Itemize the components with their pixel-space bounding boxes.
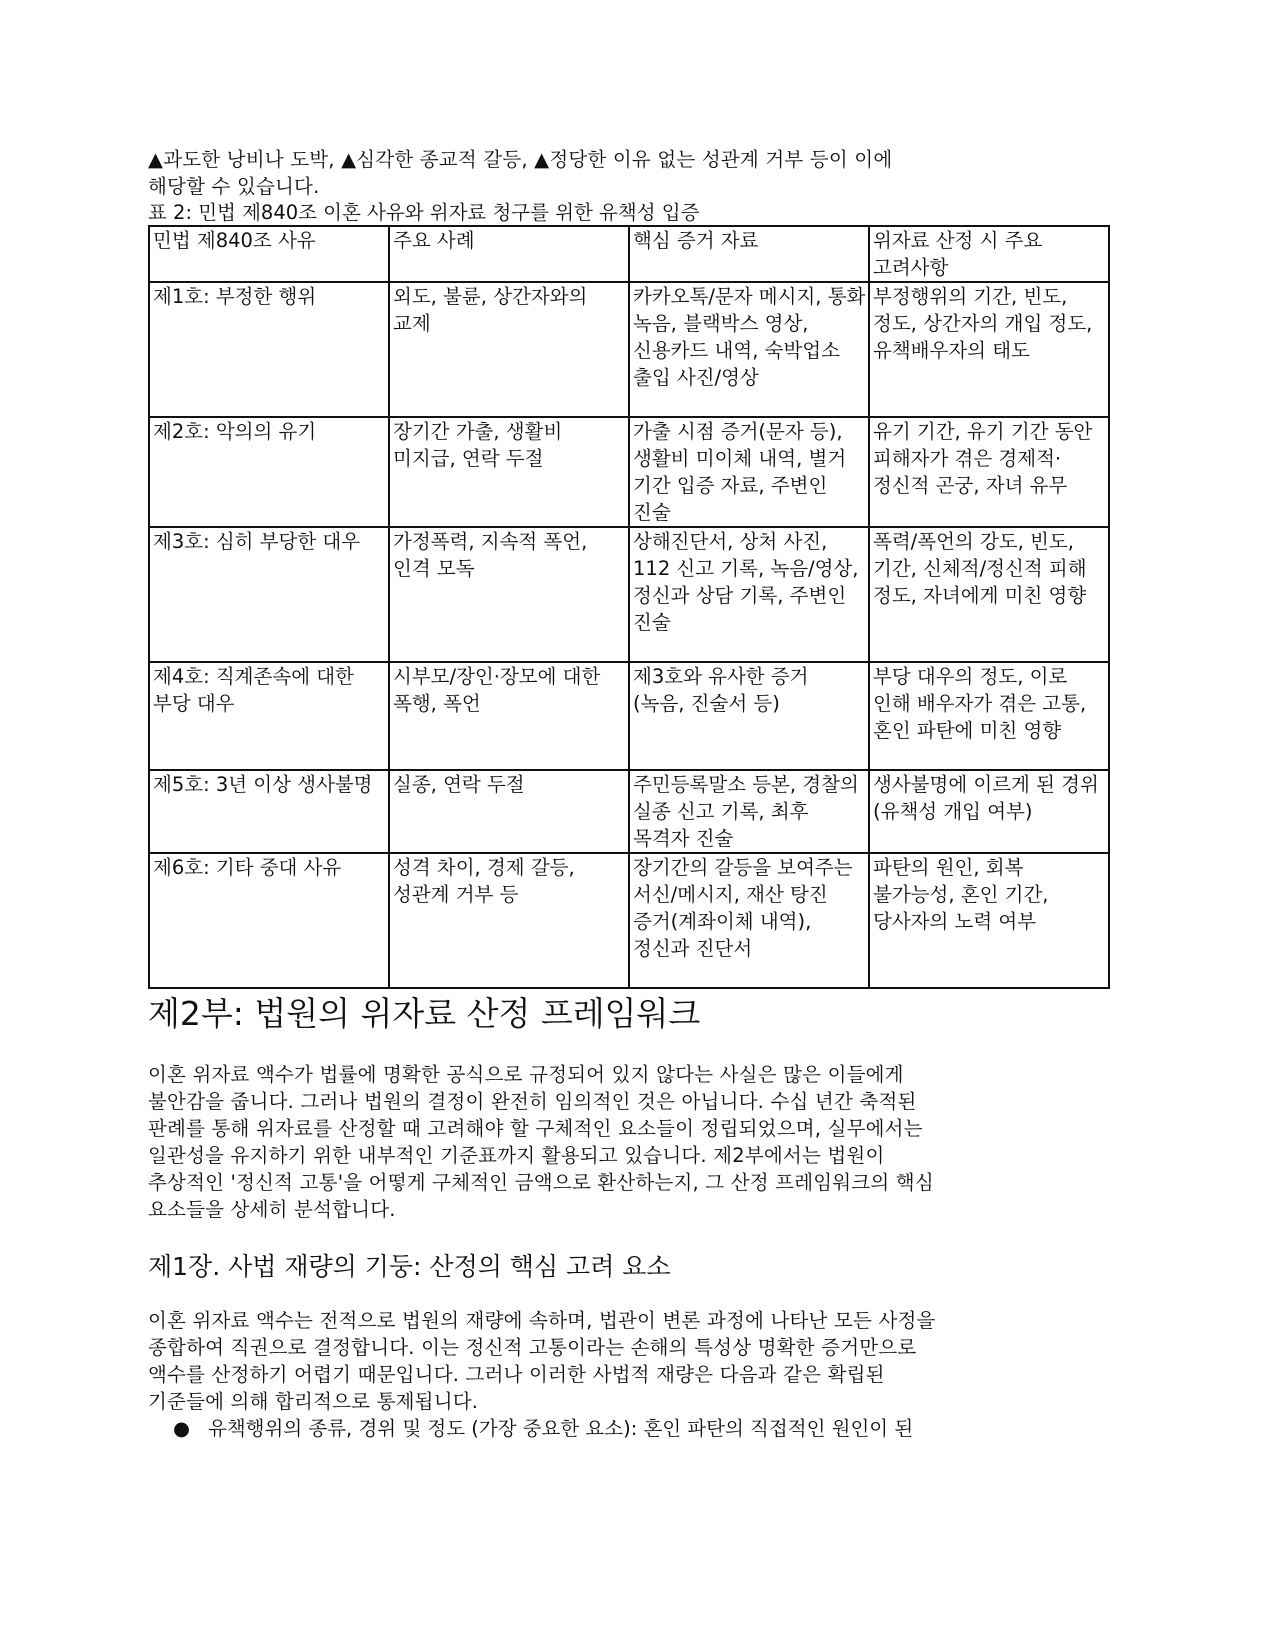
part2-paragraph-line: 일관성을 유지하기 위한 내부적인 기준표까지 활용되고 있습니다. 제2부에서는 법원이 bbox=[148, 1144, 885, 1167]
table-cell: 카카오톡/문자 메시지, 통화 녹음, 블랙박스 영상, 신용카드 내역, 숙박업소 출입 사진/영상 bbox=[629, 282, 869, 417]
table-header-row bbox=[149, 226, 1109, 282]
table-cell: 부당 대우의 정도, 이로 인해 배우자가 겪은 고통, 혼인 파탄에 미친 영향 bbox=[869, 662, 1109, 770]
table-cell: 제3호와 유사한 증거 (녹음, 진술서 등) bbox=[629, 662, 869, 770]
chapter1-paragraph-line: 종합하여 직권으로 결정합니다. 이는 정신적 고통이라는 손해의 특성상 명확한 증거만으로 bbox=[148, 1336, 917, 1359]
table-cell: 시부모/장인·장모에 대한 폭행, 폭언 bbox=[389, 662, 629, 770]
intro-line-1: ▲과도한 낭비나 도박, ▲심각한 종교적 갈등, ▲정당한 이유 없는 성관계 거부 등이 이에 bbox=[148, 148, 893, 171]
table-row bbox=[149, 282, 1109, 417]
list-item-text: 유책행위의 종류, 경위 및 정도 (가장 중요한 요소): 혼인 파탄의 직접적인 원인이 된 bbox=[208, 1417, 914, 1440]
table-cell: 상해진단서, 상처 사진, 112 신고 기록, 녹음/영상, 정신과 상담 기록, 주변인 진술 bbox=[629, 527, 869, 662]
table-cell: 폭력/폭언의 강도, 빈도, 기간, 신체적/정신적 피해 정도, 자녀에게 미친 영향 bbox=[869, 527, 1109, 662]
chapter1-paragraph-line: 기준들에 의해 합리적으로 통제됩니다. bbox=[148, 1390, 479, 1413]
table-cell: 실종, 연락 두절 bbox=[389, 770, 629, 853]
table-cell: 가정폭력, 지속적 폭언, 인격 모독 bbox=[389, 527, 629, 662]
table-row bbox=[149, 527, 1109, 662]
chapter1-paragraph-line: 액수를 산정하기 어렵기 때문입니다. 그러나 이러한 사법적 재량은 다음과 같은 확립된 bbox=[148, 1363, 885, 1386]
table-cell: 가출 시점 증거(문자 등), 생활비 미이체 내역, 별거 기간 입증 자료, 주변인 진술 bbox=[629, 417, 869, 527]
bullet-icon: ● bbox=[173, 1417, 191, 1440]
chapter1-heading: 제1장. 사법 재량의 기둥: 산정의 핵심 고려 요소 bbox=[148, 1252, 671, 1281]
table-cell: 제4호: 직계존속에 대한 부당 대우 bbox=[149, 662, 389, 770]
table-cell: 파탄의 원인, 회복 불가능성, 혼인 기간, 당사자의 노력 여부 bbox=[869, 853, 1109, 988]
list-item bbox=[148, 1415, 1108, 1442]
header-cell: 위자료 산정 시 주요 고려사항 bbox=[869, 226, 1109, 282]
part2-paragraph-line: 판례를 통해 위자료를 산정할 때 고려해야 할 구체적인 요소들이 정립되었으며, 실무에서는 bbox=[148, 1117, 923, 1140]
table-row bbox=[149, 853, 1109, 988]
table-cell: 부정행위의 기간, 빈도, 정도, 상간자의 개입 정도, 유책배우자의 태도 bbox=[869, 282, 1109, 417]
part2-paragraph-line: 요소들을 상세히 분석합니다. bbox=[148, 1198, 396, 1221]
table-cell: 주민등록말소 등본, 경찰의 실종 신고 기록, 최후 목격자 진술 bbox=[629, 770, 869, 853]
table-cell: 제3호: 심히 부당한 대우 bbox=[149, 527, 389, 662]
table-cell: 제1호: 부정한 행위 bbox=[149, 282, 389, 417]
table-cell: 제2호: 악의의 유기 bbox=[149, 417, 389, 527]
chapter1-paragraph-line: 이혼 위자료 액수는 전적으로 법원의 재량에 속하며, 법관이 변론 과정에 나타난 모든 사정을 bbox=[148, 1309, 936, 1332]
table-cell: 제5호: 3년 이상 생사불명 bbox=[149, 770, 389, 853]
table-cell: 제6호: 기타 중대 사유 bbox=[149, 853, 389, 988]
intro-line-2: 해당할 수 있습니다. bbox=[148, 175, 320, 198]
document-page bbox=[148, 146, 1108, 1442]
table-cell: 생사불명에 이르게 된 경위 (유책성 개입 여부) bbox=[869, 770, 1109, 853]
part2-paragraph-line: 추상적인 '정신적 고통'을 어떻게 구체적인 금액으로 환산하는지, 그 산정 프레임워크의 핵심 bbox=[148, 1171, 934, 1194]
table-cell: 장기간 가출, 생활비 미지급, 연락 두절 bbox=[389, 417, 629, 527]
part2-paragraph-line: 불안감을 줍니다. 그러나 법원의 결정이 완전히 임의적인 것은 아닙니다. 수십 년간 축적된 bbox=[148, 1090, 917, 1113]
part2-heading: 제2부: 법원의 위자료 산정 프레임워크 bbox=[148, 994, 701, 1033]
table-row bbox=[149, 770, 1109, 853]
part2-paragraph-line: 이혼 위자료 액수가 법률에 명확한 공식으로 규정되어 있지 않다는 사실은 많은 이들에게 bbox=[148, 1063, 904, 1086]
header-cell: 민법 제840조 사유 bbox=[149, 226, 389, 282]
table-caption: 표 2: 민법 제840조 이혼 사유와 위자료 청구를 위한 유책성 입증 bbox=[148, 201, 700, 224]
header-cell: 주요 사례 bbox=[389, 226, 629, 282]
table-cell: 외도, 불륜, 상간자와의 교제 bbox=[389, 282, 629, 417]
header-cell: 핵심 증거 자료 bbox=[629, 226, 869, 282]
table-cell: 유기 기간, 유기 기간 동안 피해자가 겪은 경제적·정신적 곤궁, 자녀 유무 bbox=[869, 417, 1109, 527]
table-row bbox=[149, 662, 1109, 770]
table-row bbox=[149, 417, 1109, 527]
table-cell: 성격 차이, 경제 갈등, 성관계 거부 등 bbox=[389, 853, 629, 988]
table-cell: 장기간의 갈등을 보여주는 서신/메시지, 재산 탕진 증거(계좌이체 내역), 정신과 진단서 bbox=[629, 853, 869, 988]
grounds-table bbox=[148, 225, 1110, 989]
